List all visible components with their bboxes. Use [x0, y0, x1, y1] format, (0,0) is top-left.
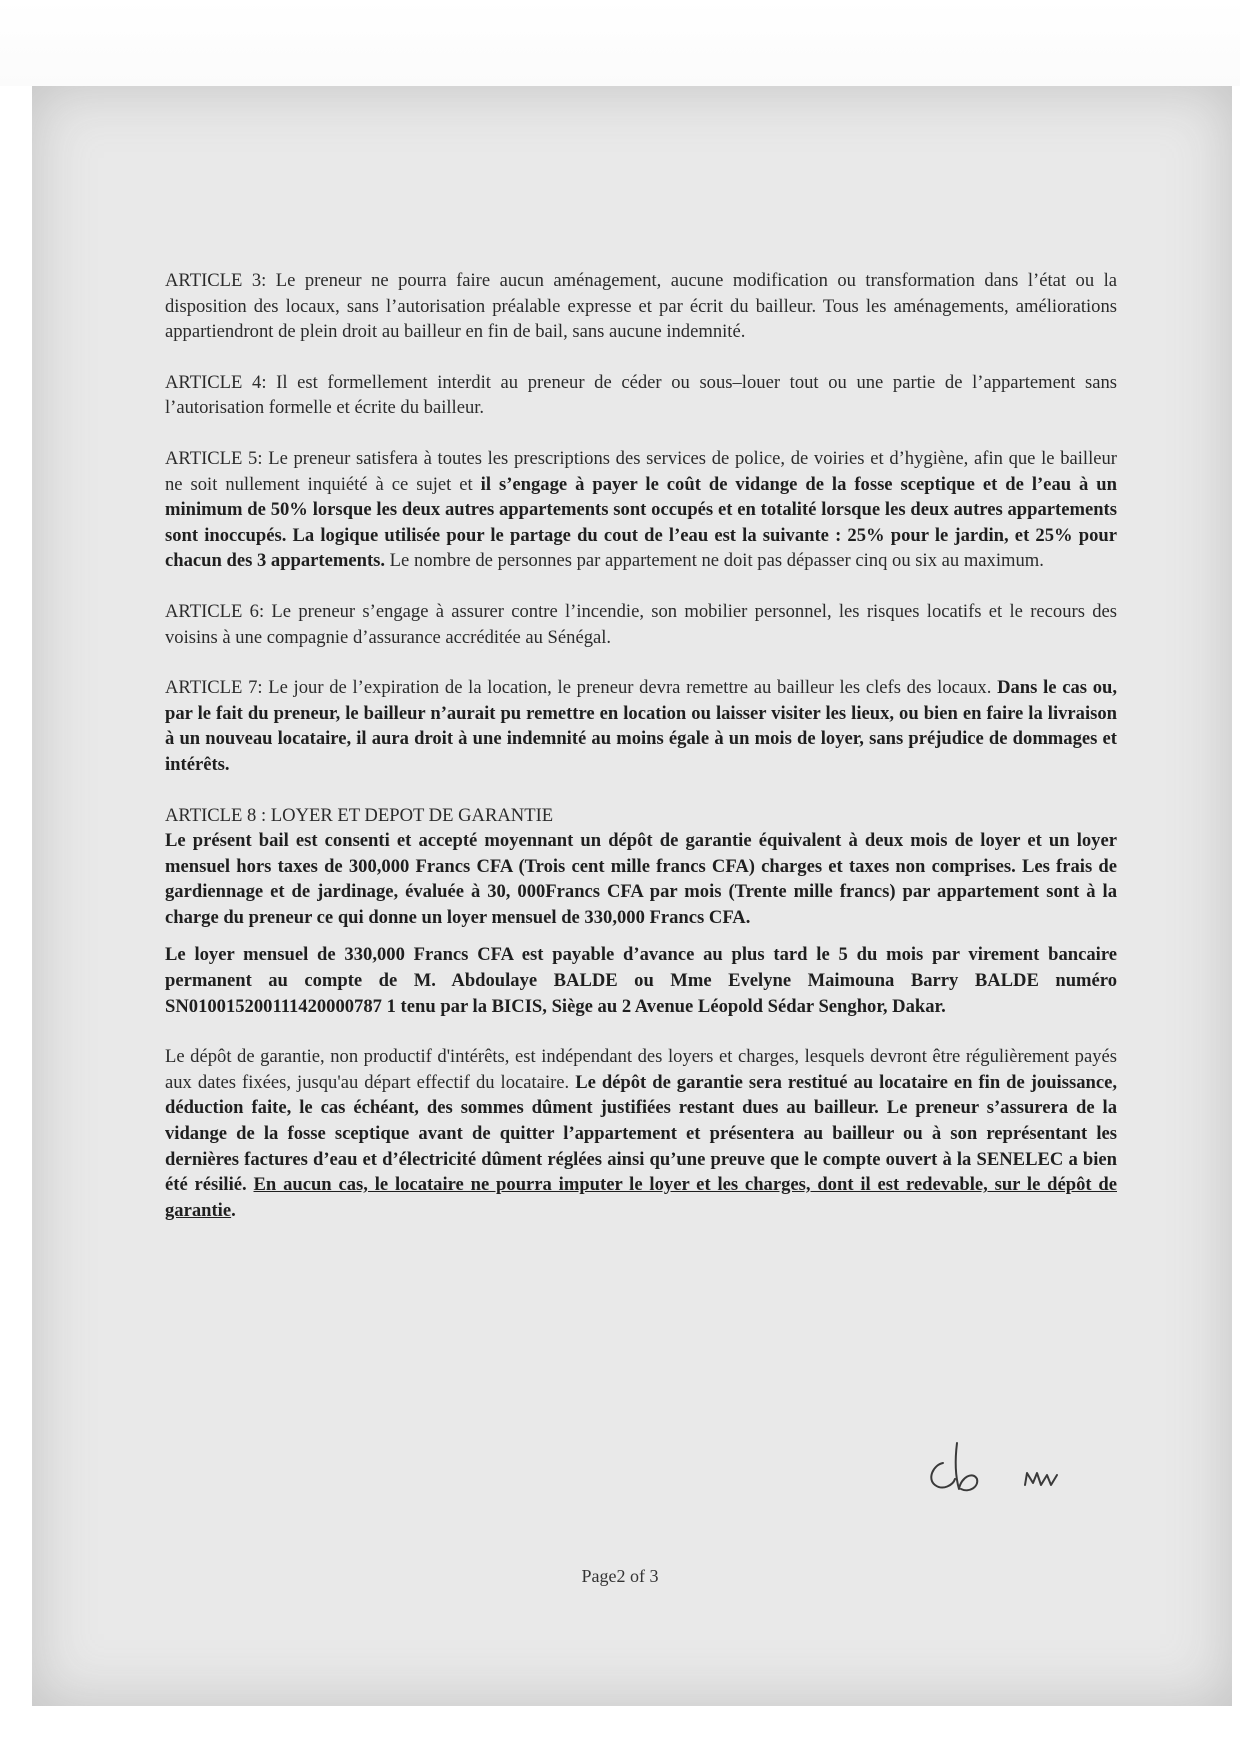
article-8-paragraph-1: Le présent bail est consenti et accepté moyennant un dépôt de garantie équivalent à deux mois de loyer et un loyer mensuel hors taxes de 300,000 Francs CFA (Trois cent mille francs CFA) charges et taxes non comprises. Les frais de gardiennage et de jardinage, évaluée à 30, 000Francs CFA par mois (Trente mille francs) par appartement sont à la charge du preneur ce qui donne un loyer mensuel de 330,000 Francs CFA. [165, 830, 1117, 928]
article-4-label: ARTICLE 4: [165, 371, 267, 393]
article-8-para3-text: Le dépôt de garantie, non productif d'intérêts, est indépendant des loyers et charges, lesquels devront être régulièrement payés aux dates fixées, jusqu'au départ effectif du locataire. [165, 1046, 1117, 1093]
article-7-bold-text: Dans le cas ou, par le fait du preneur, le bailleur n’aurait pu remettre en location ou laisser visiter les lieux, ou bien en faire la livraison à un nouveau locataire, il aura droit à une indemnité au moins égale à un mois de loyer, sans préjudice de dommages et intérêts. [165, 677, 1117, 775]
article-6-text: Le preneur s’engage à assurer contre l’incendie, son mobilier personnel, les risques locatifs et le recours des voisins à une compagnie d’assurance accréditée au Sénégal. [165, 600, 1117, 648]
initials-eb-mark [931, 1443, 977, 1490]
article-8-paragraph-3 [165, 1044, 1117, 1223]
article-5-text: Le preneur satisfera à toutes les prescriptions des services de police, de voiries et d’hygiène, afin que le bailleur ne soit nullement inquiété à ce sujet et [165, 447, 1117, 495]
article-7-text: Le jour de l’expiration de la location, le preneur devra remettre au bailleur les clefs des locaux. [262, 677, 998, 699]
scan-top-margin [0, 0, 1240, 86]
article-7-label: ARTICLE 7: [165, 677, 263, 699]
page-number: Page2 of 3 [581, 1566, 659, 1586]
article-5-end-text: Le nombre de personnes par appartement ne doit pas dépasser cinq ou six au maximum. [385, 550, 1044, 572]
article-7 [165, 675, 1117, 777]
article-6 [165, 599, 1117, 650]
article-8-para3-end: . [231, 1199, 236, 1221]
article-6-label: ARTICLE 6: [165, 600, 265, 622]
article-8-paragraph-2: Le loyer mensuel de 330,000 Francs CFA est payable d’avance au plus tard le 5 du mois par virement bancaire permanent au compte de M. Abdoulaye BALDE ou Mme Evelyne Maimouna Barry BALDE numéro SN010015200111420000787 1 tenu par la BICIS, Siège au 2 Avenue Léopold Sédar Senghor, Dakar. [165, 944, 1117, 1017]
article-3-text: Le preneur ne pourra faire aucun aménagement, aucune modification ou transformation dans l’état ou la disposition des locaux, sans l’autorisation préalable expresse et par écrit du bailleur. Tous les aménagements, améliorations appartiendront de plein droit au bailleur en fin de bail, sans aucune indemnité. [165, 270, 1117, 343]
initials-mw-mark [1025, 1473, 1057, 1485]
article-3-label: ARTICLE 3: [165, 270, 267, 291]
article-4 [165, 370, 1117, 421]
article-3 [165, 268, 1117, 345]
article-4-text: Il est formellement interdit au preneur de céder ou sous–louer tout ou une partie de l’appartement sans l’autorisation formelle et écrite du bailleur. [165, 371, 1117, 419]
article-5-label: ARTICLE 5: [165, 447, 263, 469]
article-8-para3-underlined: En aucun cas, le locataire ne pourra imputer le loyer et les charges, dont il est redevable, sur le dépôt de garantie [165, 1174, 1118, 1221]
article-5 [165, 446, 1117, 574]
handwritten-initials [915, 1435, 1095, 1515]
document-body [165, 268, 1117, 1248]
article-5-bold-text: il s’engage à payer le coût de vidange de la fosse sceptique et de l’eau à un minimum de 50% lorsque les deux autres appartements sont occupés et en totalité lorsque les deux autres appartements sont inoccupés. La logique utilisée pour le partage du cout de l’eau est la suivante : 25% pour le jardin, et 25% pour chacun des 3 appartements. [165, 473, 1117, 572]
article-8-heading: ARTICLE 8 : LOYER ET DEPOT DE GARANTIE [165, 804, 554, 826]
article-8-para3-bold: Le dépôt de garantie sera restitué au locataire en fin de jouissance, déduction faite, le cas échéant, des sommes dûment justifiées restant dues au bailleur. Le preneur s’assurera de la vidange de la fosse sceptique avant de quitter l’appartement et présentera au bailleur ou à son représentant les dernières factures d’eau et d’électricité dûment réglées ainsi qu’une preuve que le compte ouvert à la SENELEC a bien été résilié. [165, 1071, 1117, 1196]
